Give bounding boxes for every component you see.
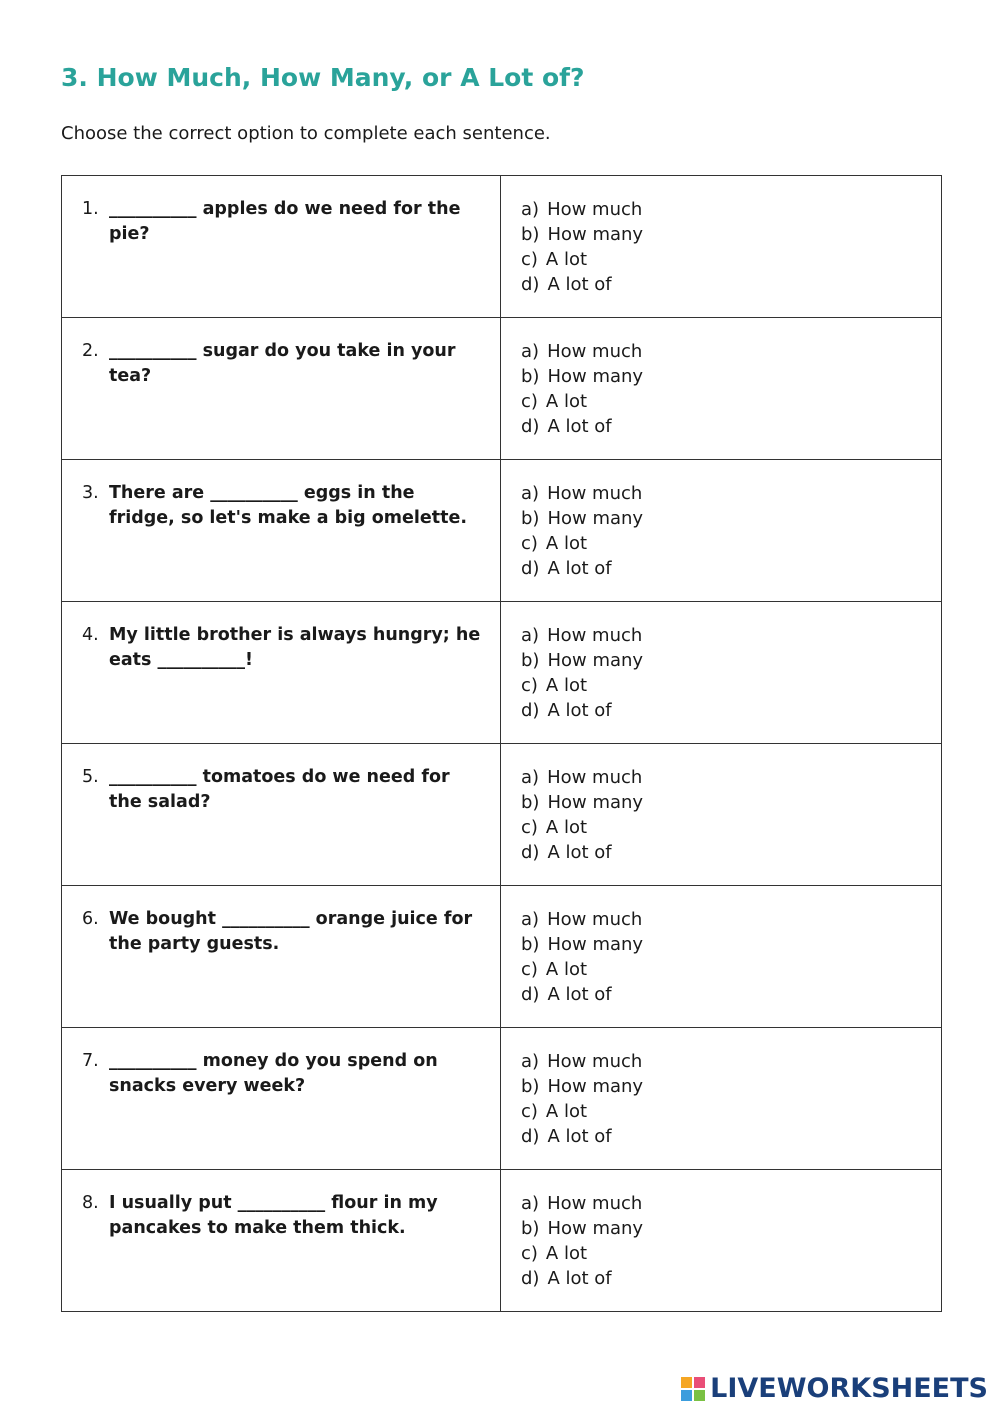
option-letter: d) — [521, 1268, 540, 1289]
option-letter: b) — [521, 792, 540, 813]
answer-option[interactable] — [521, 932, 941, 957]
answer-option[interactable] — [521, 389, 941, 414]
question-text: There are __________ eggs in the fridge, so let's make a big omelette. — [109, 483, 467, 528]
question-cell — [62, 176, 501, 318]
option-letter: b) — [521, 934, 540, 955]
option-letter: c) — [521, 1243, 538, 1264]
option-text: How many — [547, 934, 644, 955]
option-text: A lot — [545, 1101, 588, 1122]
options-list — [501, 886, 941, 1007]
option-text: A lot of — [547, 700, 612, 721]
question-number: 7. — [82, 1051, 99, 1071]
option-letter: a) — [521, 483, 540, 504]
option-text: A lot of — [547, 1126, 612, 1147]
options-list — [501, 744, 941, 865]
option-letter: b) — [521, 366, 540, 387]
option-text: A lot — [545, 391, 588, 412]
option-text: How much — [547, 483, 643, 504]
option-text: How much — [547, 1051, 643, 1072]
option-text: How many — [547, 508, 644, 529]
question-text: I usually put __________ flour in my pancakes to make them thick. — [109, 1193, 438, 1238]
options-cell — [501, 176, 942, 318]
question-row — [62, 602, 942, 744]
answer-option[interactable] — [521, 623, 941, 648]
option-text: How many — [547, 224, 644, 245]
option-text: How much — [547, 767, 643, 788]
liveworksheets-logo-icon — [681, 1377, 705, 1401]
option-text: A lot — [545, 675, 588, 696]
options-list — [501, 318, 941, 439]
question-cell — [62, 886, 501, 1028]
answer-option[interactable] — [521, 698, 941, 723]
option-letter: a) — [521, 1193, 540, 1214]
options-cell — [501, 744, 942, 886]
answer-option[interactable] — [521, 1216, 941, 1241]
question-number: 8. — [82, 1193, 99, 1213]
option-letter: a) — [521, 767, 540, 788]
options-cell — [501, 1170, 942, 1312]
question-cell — [62, 1028, 501, 1170]
options-list — [501, 602, 941, 723]
question-row — [62, 744, 942, 886]
answer-option[interactable] — [521, 982, 941, 1007]
answer-option[interactable] — [521, 414, 941, 439]
brand-name: LIVEWORKSHEETS — [710, 1373, 988, 1404]
question-cell — [62, 602, 501, 744]
answer-option[interactable] — [521, 197, 941, 222]
option-text: A lot of — [547, 984, 612, 1005]
option-text: A lot of — [547, 274, 612, 295]
question-row — [62, 1028, 942, 1170]
answer-option[interactable] — [521, 648, 941, 673]
question-row — [62, 318, 942, 460]
answer-option[interactable] — [521, 1266, 941, 1291]
options-cell — [501, 886, 942, 1028]
option-letter: b) — [521, 508, 540, 529]
question-number: 6. — [82, 909, 99, 929]
answer-option[interactable] — [521, 556, 941, 581]
option-letter: b) — [521, 650, 540, 671]
option-letter: a) — [521, 199, 540, 220]
question-row — [62, 460, 942, 602]
question-wrapper — [62, 602, 500, 673]
option-letter: c) — [521, 391, 538, 412]
answer-option[interactable] — [521, 1049, 941, 1074]
option-letter: c) — [521, 817, 538, 838]
answer-option[interactable] — [521, 272, 941, 297]
options-cell — [501, 460, 942, 602]
option-text: How many — [547, 366, 644, 387]
answer-option[interactable] — [521, 506, 941, 531]
option-text: How much — [547, 625, 643, 646]
question-row — [62, 886, 942, 1028]
question-wrapper — [62, 460, 500, 531]
question-row — [62, 1170, 942, 1312]
option-text: A lot of — [547, 558, 612, 579]
option-letter: a) — [521, 909, 540, 930]
question-text: __________ tomatoes do we need for the salad? — [109, 767, 450, 812]
answer-option[interactable] — [521, 765, 941, 790]
option-letter: a) — [521, 625, 540, 646]
option-letter: c) — [521, 675, 538, 696]
options-list — [501, 176, 941, 297]
question-number: 4. — [82, 625, 99, 645]
options-cell — [501, 318, 942, 460]
option-text: How many — [547, 650, 644, 671]
option-letter: a) — [521, 341, 540, 362]
question-number: 5. — [82, 767, 99, 787]
question-text: __________ sugar do you take in your tea? — [109, 341, 456, 386]
option-letter: c) — [521, 533, 538, 554]
answer-option[interactable] — [521, 1124, 941, 1149]
question-cell — [62, 744, 501, 886]
logo-square — [681, 1390, 692, 1401]
answer-option[interactable] — [521, 815, 941, 840]
question-text: We bought __________ orange juice for the party guests. — [109, 909, 473, 954]
answer-option[interactable] — [521, 247, 941, 272]
worksheet-title: 3. How Much, How Many, or A Lot of? — [61, 63, 585, 92]
option-letter: c) — [521, 959, 538, 980]
logo-square — [681, 1377, 692, 1388]
answer-option[interactable] — [521, 531, 941, 556]
question-number: 1. — [82, 199, 99, 219]
quiz-body — [62, 176, 942, 1312]
answer-option[interactable] — [521, 222, 941, 247]
question-number: 3. — [82, 483, 99, 503]
question-wrapper — [62, 1028, 500, 1099]
answer-option[interactable] — [521, 481, 941, 506]
answer-option[interactable] — [521, 673, 941, 698]
option-text: How much — [547, 909, 643, 930]
option-letter: b) — [521, 224, 540, 245]
quiz-table — [61, 175, 942, 1312]
option-letter: a) — [521, 1051, 540, 1072]
answer-option[interactable] — [521, 1099, 941, 1124]
option-letter: d) — [521, 558, 540, 579]
logo-square — [694, 1377, 705, 1388]
question-wrapper — [62, 318, 500, 389]
option-text: A lot of — [547, 1268, 612, 1289]
option-text: How much — [547, 1193, 643, 1214]
question-text: My little brother is always hungry; he eats __________! — [109, 625, 481, 670]
question-wrapper — [62, 1170, 500, 1241]
option-text: A lot — [545, 249, 588, 270]
instruction-text: Choose the correct option to complete each sentence. — [61, 123, 551, 144]
option-text: A lot — [545, 533, 588, 554]
answer-option[interactable] — [521, 364, 941, 389]
answer-option[interactable] — [521, 1191, 941, 1216]
option-letter: d) — [521, 274, 540, 295]
option-text: How much — [547, 199, 643, 220]
answer-option[interactable] — [521, 957, 941, 982]
option-letter: d) — [521, 416, 540, 437]
option-letter: b) — [521, 1076, 540, 1097]
option-letter: c) — [521, 1101, 538, 1122]
options-cell — [501, 602, 942, 744]
answer-option[interactable] — [521, 1074, 941, 1099]
option-letter: c) — [521, 249, 538, 270]
question-cell — [62, 1170, 501, 1312]
option-text: How many — [547, 1218, 644, 1239]
question-row — [62, 176, 942, 318]
answer-option[interactable] — [521, 790, 941, 815]
answer-option[interactable] — [521, 907, 941, 932]
question-number: 2. — [82, 341, 99, 361]
option-text: How many — [547, 1076, 644, 1097]
option-text: A lot of — [547, 842, 612, 863]
option-text: How much — [547, 341, 643, 362]
option-text: A lot — [545, 959, 588, 980]
option-text: How many — [547, 792, 644, 813]
question-text: __________ money do you spend on snacks every week? — [109, 1051, 438, 1096]
question-cell — [62, 460, 501, 602]
question-text: __________ apples do we need for the pie? — [109, 199, 461, 244]
question-wrapper — [62, 176, 500, 247]
question-wrapper — [62, 886, 500, 957]
option-text: A lot — [545, 817, 588, 838]
options-list — [501, 1028, 941, 1149]
liveworksheets-brand — [681, 1373, 988, 1405]
logo-square — [694, 1390, 705, 1401]
answer-option[interactable] — [521, 840, 941, 865]
option-text: A lot of — [547, 416, 612, 437]
option-letter: d) — [521, 984, 540, 1005]
options-list — [501, 460, 941, 581]
option-text: A lot — [545, 1243, 588, 1264]
option-letter: d) — [521, 700, 540, 721]
options-cell — [501, 1028, 942, 1170]
option-letter: b) — [521, 1218, 540, 1239]
option-letter: d) — [521, 1126, 540, 1147]
question-wrapper — [62, 744, 500, 815]
question-cell — [62, 318, 501, 460]
answer-option[interactable] — [521, 339, 941, 364]
option-letter: d) — [521, 842, 540, 863]
answer-option[interactable] — [521, 1241, 941, 1266]
options-list — [501, 1170, 941, 1291]
